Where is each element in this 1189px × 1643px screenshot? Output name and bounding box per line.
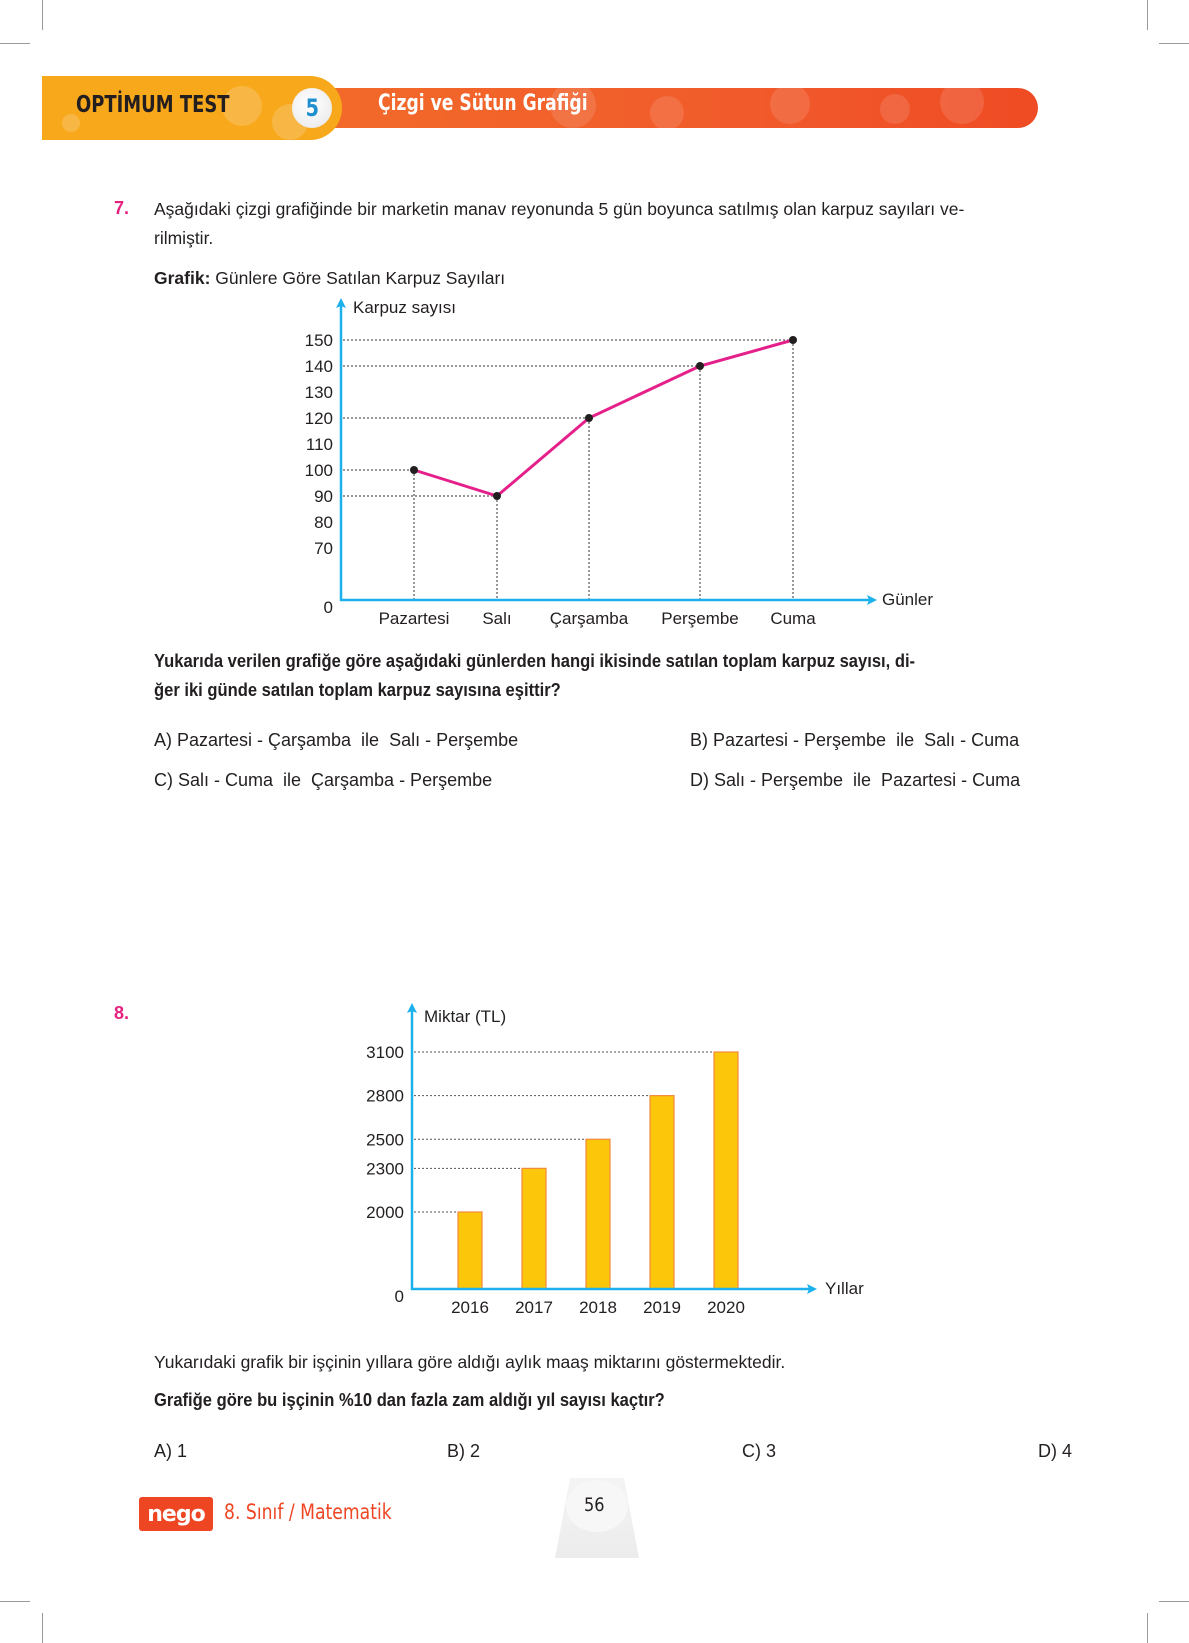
crop-mark (42, 1613, 43, 1643)
x-tick-label: Perşembe (661, 609, 739, 628)
bar (714, 1052, 738, 1289)
crop-mark (1159, 1601, 1189, 1602)
question-8-option-c[interactable]: C) 3 (742, 1441, 777, 1461)
x-tick-label: 2020 (707, 1298, 745, 1317)
x-axis-label: Yıllar (825, 1279, 864, 1298)
question-7-option-b[interactable]: B) Pazartesi - Perşembe ile Salı - Cuma (690, 730, 1020, 750)
data-point (696, 362, 704, 370)
question-8-prompt: Grafiğe göre bu işçinin %10 dan fazla zam aldığı yıl sayısı kaçtır? (154, 1390, 665, 1410)
question-8-description: Yukarıdaki grafik bir işçinin yıllara göre aldığı aylık maaş miktarını göstermektedir. (154, 1352, 786, 1372)
question-8-number: 8. (114, 1003, 130, 1023)
x-tick-label: 2018 (579, 1298, 617, 1317)
y-tick-label: 130 (304, 383, 333, 402)
topic-title: Çizgi ve Sütun Grafiği (378, 91, 588, 116)
y-tick-label: 80 (314, 513, 333, 532)
question-7-prompt-line2: ğer iki günde satılan toplam karpuz sayısına eşittir? (154, 680, 561, 700)
data-point (789, 336, 797, 344)
x-tick-label: Çarşamba (549, 609, 629, 628)
series-line (414, 340, 793, 496)
crop-mark (0, 1601, 30, 1602)
y-tick-label: 70 (314, 539, 333, 558)
y-tick-label: 2300 (366, 1159, 404, 1179)
crop-mark (1147, 1613, 1148, 1643)
y-tick-label: 110 (305, 435, 333, 454)
graph-caption-label: Grafik: (154, 268, 211, 288)
question-7-intro-line1: Aşağıdaki çizgi grafiğinde bir marketin manav reyonunda 5 gün boyunca satılmış olan karpuz sayıları ve- (154, 199, 965, 219)
y-tick-label: 140 (304, 357, 333, 376)
bar (522, 1168, 546, 1289)
y-tick-label: 100 (304, 461, 333, 480)
y-tick-label: 0 (323, 598, 333, 617)
y-tick-label: 150 (304, 331, 333, 350)
question-7-intro-line2: rilmiştir. (154, 228, 214, 248)
question-7-option-a[interactable]: A) Pazartesi - Çarşamba ile Salı - Perşembe (154, 730, 519, 750)
footer-subject: 8. Sınıf / Matematik (224, 1500, 392, 1524)
data-point (410, 466, 418, 474)
y-tick-label: 2800 (366, 1086, 404, 1106)
question-7-option-d[interactable]: D) Salı - Perşembe ile Pazartesi - Cuma (690, 770, 1021, 790)
y-tick-label: 2500 (366, 1130, 404, 1150)
x-tick-label: Salı (482, 609, 512, 628)
question-8-option-d[interactable]: D) 4 (1038, 1441, 1073, 1461)
data-point (585, 414, 593, 422)
y-tick-label: 120 (304, 409, 333, 428)
x-tick-label: 2016 (451, 1298, 489, 1317)
x-tick-label: Pazartesi (378, 609, 450, 628)
y-axis-label: Karpuz sayısı (353, 298, 456, 317)
graph-caption-title: Günlere Göre Satılan Karpuz Sayıları (210, 268, 506, 288)
brand-logo: nego (139, 1497, 213, 1531)
x-tick-label: Cuma (770, 609, 816, 628)
x-tick-label: 2017 (515, 1298, 553, 1317)
question-8-option-b[interactable]: B) 2 (447, 1441, 481, 1461)
x-tick-label: 2019 (643, 1298, 681, 1317)
series-title: OPTİMUM TEST (76, 92, 230, 118)
question-7-option-c[interactable]: C) Salı - Cuma ile Çarşamba - Perşembe (154, 770, 493, 790)
question-7-number: 7. (114, 198, 130, 218)
y-tick-label: 90 (314, 487, 333, 506)
question-7-prompt-line1: Yukarıda verilen grafiğe göre aşağıdaki günlerden hangi ikisinde satılan toplam karpuz sayısı, di- (154, 651, 916, 671)
test-number: 5 (305, 94, 319, 122)
bar-chart (0, 980, 1189, 1320)
data-point (493, 492, 501, 500)
y-tick-label: 3100 (366, 1043, 404, 1062)
line-chart (0, 0, 1189, 650)
bar (458, 1212, 482, 1289)
y-axis-label: Miktar (TL) (424, 1007, 507, 1026)
x-axis-label: Günler (882, 590, 934, 609)
page-number: 56 (584, 1494, 605, 1516)
bar (586, 1139, 610, 1289)
question-8-option-a[interactable]: A) 1 (154, 1441, 188, 1461)
y-tick-label: 2000 (366, 1203, 404, 1222)
y-tick-label: 0 (394, 1287, 404, 1306)
bar (650, 1096, 674, 1289)
